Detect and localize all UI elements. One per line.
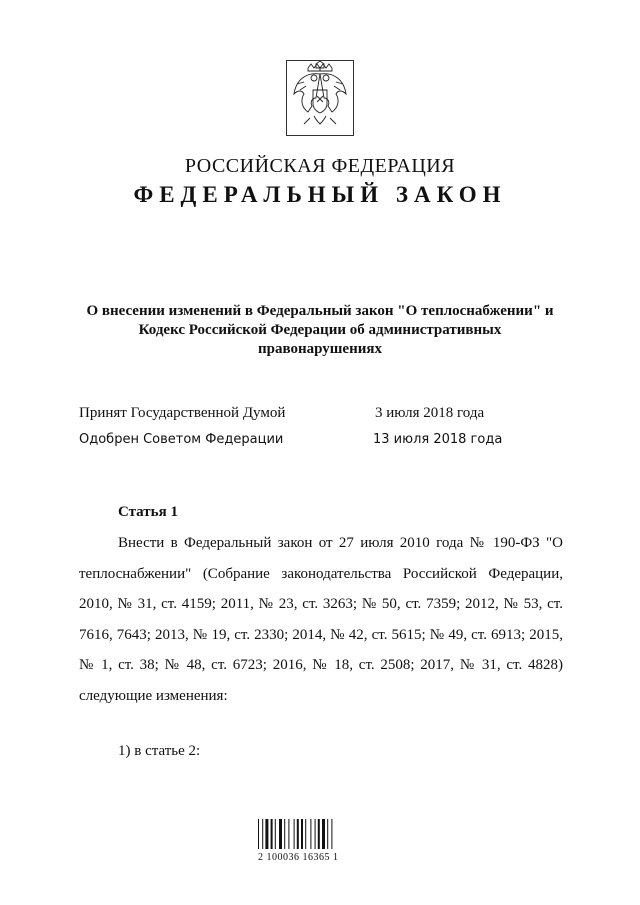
law-type-title: ФЕДЕРАЛЬНЫЙ ЗАКОН bbox=[133, 182, 507, 207]
article-heading: Статья 1 bbox=[118, 504, 178, 520]
adoption-row-duma bbox=[79, 405, 485, 422]
adoption-row-council bbox=[79, 432, 503, 447]
adoption-date: 13 июля 2018 года bbox=[373, 432, 503, 447]
adoption-label: Одобрен Советом Федерации bbox=[79, 432, 284, 447]
adoption-date: 3 июля 2018 года bbox=[375, 405, 485, 421]
barcode-number: 2 100036 16365 1 bbox=[258, 852, 339, 863]
article-text: Внести в Федеральный закон от 27 июля 2010 года № 190-ФЗ "О теплоснабжении" (Собрание законодательства Российской Федерации, 2010, № 31, ст. 4159; 2011, № 23, ст. 3263; № 50, ст. 7359; 2012, № 53, ст. 7616, 7643; 2013, № 19, ст. 2330; 2014, № 42, ст. 5615; № 49, ст. 6913; 2015, № 1, ст. 38; № 48, ст. 6723; 2016, № 18, ст. 2508; 2017, № 31, ст. 4828) следующие изменения: bbox=[79, 535, 563, 704]
barcode-icon bbox=[256, 815, 346, 851]
article-item: 1) в статье 2: bbox=[118, 743, 201, 759]
law-title: О внесении изменений в Федеральный закон "О теплоснабжении" и Кодекс Российской Федерации об административных правонарушениях bbox=[86, 303, 554, 357]
coat-of-arms-icon bbox=[286, 60, 354, 136]
adoption-label: Принят Государственной Думой bbox=[79, 405, 286, 421]
country-name: РОССИЙСКАЯ ФЕДЕРАЦИЯ bbox=[184, 155, 456, 177]
